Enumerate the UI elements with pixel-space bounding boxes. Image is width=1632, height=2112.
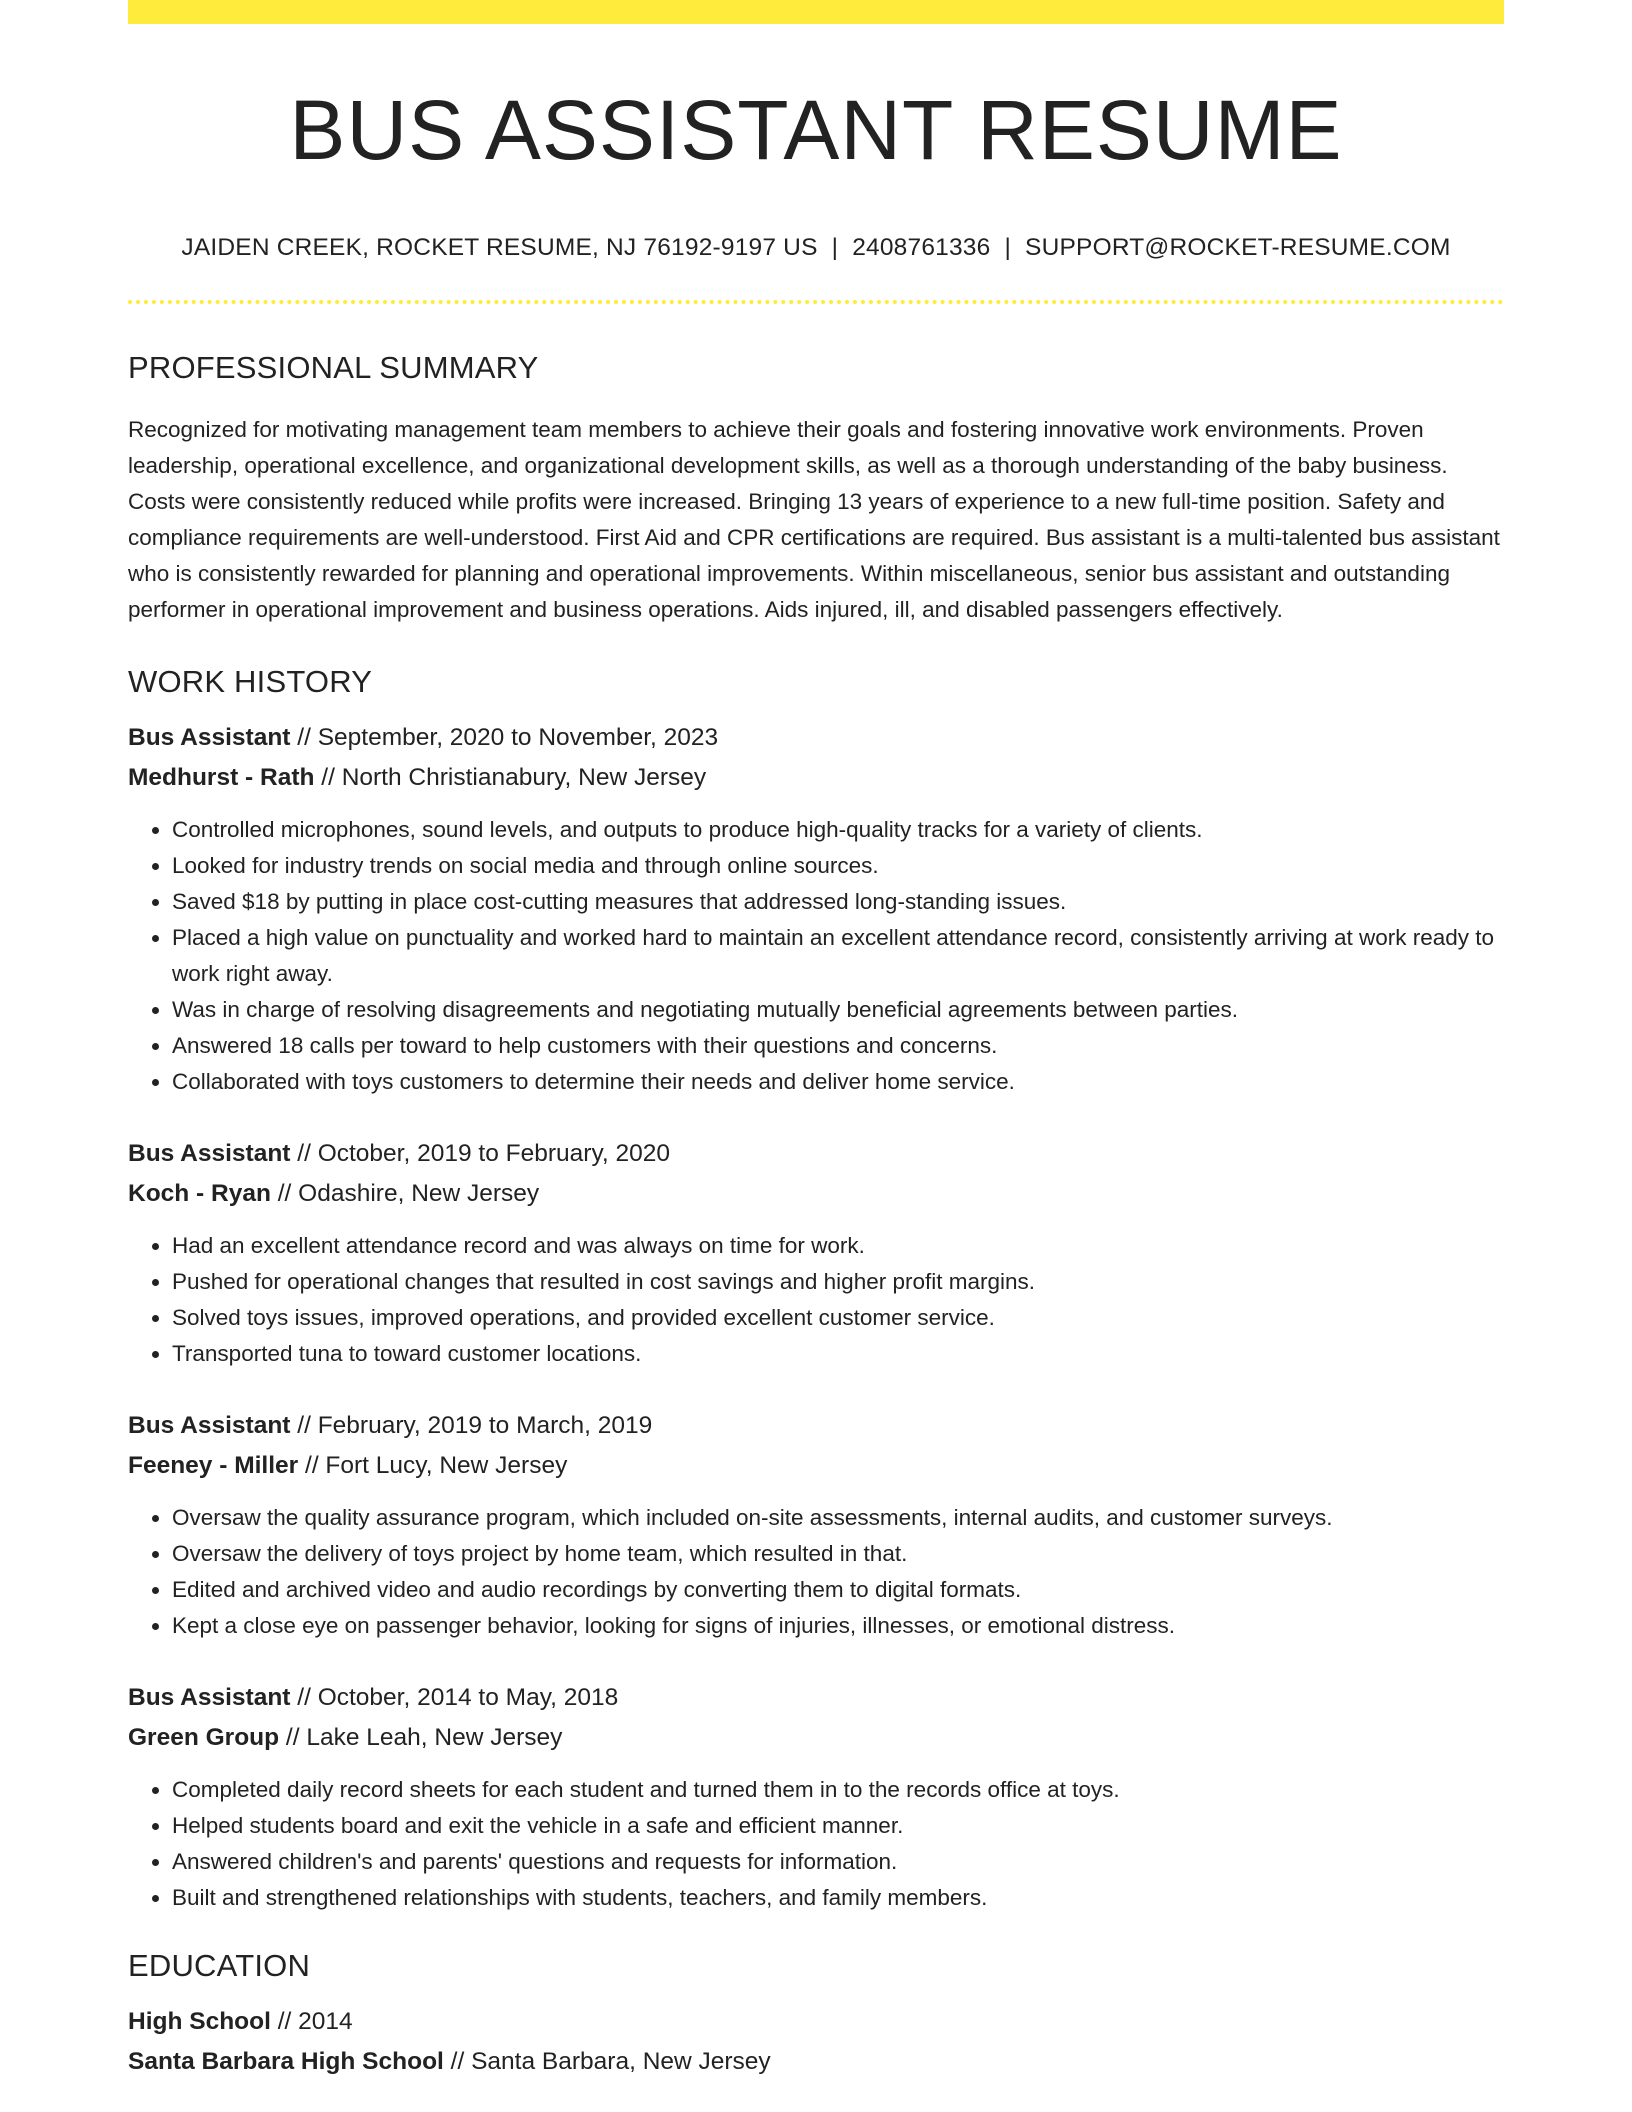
job-bullet: • Answered 18 calls per toward to help customers with their questions and concerns. (172, 1028, 1504, 1064)
job-title: Bus Assistant (128, 1684, 291, 1712)
education-school: Santa Barbara High School (128, 2048, 444, 2076)
contact-line (128, 234, 1504, 262)
job-company-line (128, 1718, 1504, 1758)
job-company-line (128, 1174, 1504, 1214)
job-title: Bus Assistant (128, 724, 291, 752)
dotted-divider (128, 300, 1504, 304)
job-bullet: • Was in charge of resolving disagreements and negotiating mutually beneficial agreements between parties. (172, 992, 1504, 1028)
job-bullet: • Saved $18 by putting in place cost-cutting measures that addressed long-standing issues. (172, 884, 1504, 920)
job-bullet: • Had an excellent attendance record and was always on time for work. (172, 1228, 1504, 1264)
job-bullet: • Edited and archived video and audio recordings by converting them to digital formats. (172, 1572, 1504, 1608)
education-location: // Santa Barbara, New Jersey (443, 2048, 771, 2076)
job-dates: // October, 2019 to February, 2020 (290, 1140, 670, 1168)
education-year: // 2014 (270, 2008, 353, 2036)
work-history-heading: WORK HISTORY (128, 664, 373, 700)
contact-address: JAIDEN CREEK, ROCKET RESUME, NJ 76192-9197 US (181, 234, 818, 262)
job-title-line (128, 1406, 1504, 1446)
resume-title: BUS ASSISTANT RESUME (289, 83, 1343, 177)
job-bullet: • Completed daily record sheets for each student and turned them in to the records office at toys. (172, 1772, 1504, 1808)
job-location: // Lake Leah, New Jersey (279, 1724, 563, 1752)
job-company: Medhurst - Rath (128, 764, 315, 792)
job-bullet-list (128, 1772, 1504, 1916)
job-bullet: • Transported tuna to toward customer locations. (172, 1336, 1504, 1372)
job-bullet: • Placed a high value on punctuality and worked hard to maintain an excellent attendance record, consistently arriving at work ready to work right away. (172, 920, 1504, 992)
accent-top-bar (128, 0, 1504, 24)
job-bullet: • Kept a close eye on passenger behavior, looking for signs of injuries, illnesses, or emotional distress. (172, 1608, 1504, 1644)
job-dates: // October, 2014 to May, 2018 (290, 1684, 619, 1712)
job-title-line (128, 1134, 1504, 1174)
contact-separator: | (1004, 234, 1012, 262)
job-bullet: • Pushed for operational changes that resulted in cost savings and higher profit margins. (172, 1264, 1504, 1300)
job-bullet: • Oversaw the quality assurance program, which included on-site assessments, internal audits, and customer surveys. (172, 1500, 1504, 1536)
education-heading: EDUCATION (128, 1948, 311, 1984)
summary-text: Recognized for motivating management team members to achieve their goals and fostering innovative work environments. Proven leadership, operational excellence, and organizational development skills, as well as a thorough understanding of the baby business. Costs were consistently reduced while profits were increased. Bringing 13 years of experience to a new full-time position. Safety and compliance requirements are well-understood. First Aid and CPR certifications are required. Bus assistant is a multi-talented bus assistant who is consistently rewarded for planning and operational improvements. Within miscellaneous, senior bus assistant and outstanding performer in operational improvement and business operations. Aids injured, ill, and disabled passengers effectively. (128, 417, 1500, 623)
job-location: // Fort Lucy, New Jersey (298, 1452, 568, 1480)
job-title: Bus Assistant (128, 1140, 291, 1168)
job-bullet-list (128, 1500, 1504, 1644)
job-bullet: • Collaborated with toys customers to determine their needs and deliver home service. (172, 1064, 1504, 1100)
job-bullet: • Controlled microphones, sound levels, and outputs to produce high-quality tracks for a variety of clients. (172, 812, 1504, 848)
job-company: Koch - Ryan (128, 1180, 271, 1208)
summary-heading: PROFESSIONAL SUMMARY (128, 350, 539, 386)
job-bullet: • Helped students board and exit the vehicle in a safe and efficient manner. (172, 1808, 1504, 1844)
job-location: // North Christianabury, New Jersey (314, 764, 707, 792)
job-title: Bus Assistant (128, 1412, 291, 1440)
job-company-line (128, 1446, 1504, 1486)
education-degree-line (128, 2002, 1504, 2042)
job-bullet-list (128, 812, 1504, 1100)
job-title-line (128, 1678, 1504, 1718)
job-bullet: • Built and strengthened relationships with students, teachers, and family members. (172, 1880, 1504, 1916)
job-location: // Odashire, New Jersey (270, 1180, 540, 1208)
job-dates: // September, 2020 to November, 2023 (290, 724, 719, 752)
job-bullet: • Solved toys issues, improved operations, and provided excellent customer service. (172, 1300, 1504, 1336)
education-school-line (128, 2042, 1504, 2082)
job-entry (128, 1134, 1504, 1372)
contact-phone: 2408761336 (852, 234, 991, 262)
job-entry (128, 1678, 1504, 1916)
job-title-line (128, 718, 1504, 758)
job-bullet: • Answered children's and parents' questions and requests for information. (172, 1844, 1504, 1880)
job-dates: // February, 2019 to March, 2019 (290, 1412, 653, 1440)
job-company: Green Group (128, 1724, 280, 1752)
job-company-line (128, 758, 1504, 798)
job-bullet: • Looked for industry trends on social media and through online sources. (172, 848, 1504, 884)
job-company: Feeney - Miller (128, 1452, 299, 1480)
job-bullet-list (128, 1228, 1504, 1372)
job-entry (128, 718, 1504, 1100)
resume-page (128, 0, 1504, 2082)
job-entry (128, 1406, 1504, 1644)
job-bullet: • Oversaw the delivery of toys project by home team, which resulted in that. (172, 1536, 1504, 1572)
education-degree: High School (128, 2008, 271, 2036)
contact-email: SUPPORT@ROCKET-RESUME.COM (1025, 234, 1451, 262)
contact-separator: | (831, 234, 839, 262)
